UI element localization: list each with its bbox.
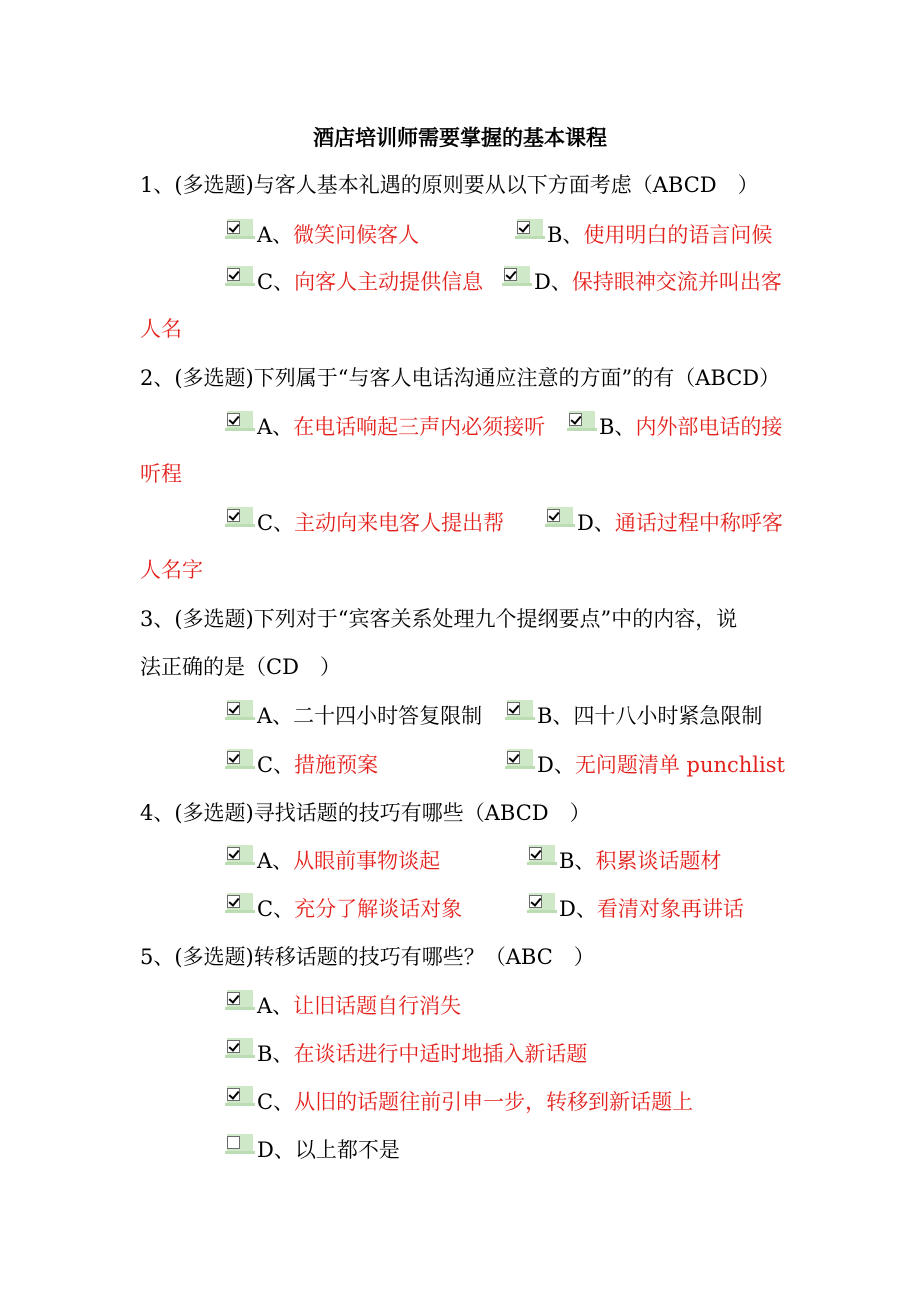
q4-option-b[interactable]: B、 积累谈话题材: [527, 848, 721, 874]
checkbox-icon[interactable]: [225, 411, 255, 431]
checkbox-icon[interactable]: [567, 411, 597, 431]
q4-option-a[interactable]: A、 从眼前事物谈起: [225, 848, 440, 874]
question-3-continued: 法正确的是（CD ）: [140, 655, 341, 679]
q2-option-d[interactable]: D、 通话过程中称呼客: [545, 510, 783, 536]
question-4: 4、(多选题)寻找话题的技巧有哪些（ABCD ）: [140, 801, 591, 825]
checkbox-icon[interactable]: [505, 700, 535, 720]
checkbox-icon[interactable]: [225, 1038, 255, 1058]
q5-option-a[interactable]: A、 让旧话题自行消失: [225, 993, 461, 1019]
q4-option-d[interactable]: D、 看清对象再讲话: [527, 896, 744, 922]
q1-option-c[interactable]: C、 向客人主动提供信息: [225, 269, 483, 295]
q2-option-c[interactable]: C、 主动向来电客人提出帮: [225, 510, 504, 536]
checkbox-icon[interactable]: [502, 266, 532, 286]
q4-option-c[interactable]: C、 充分了解谈话对象: [225, 896, 462, 922]
q2-option-b-continued: 听程: [140, 462, 182, 486]
question-2: 2、(多选题)下列属于“与客人电话沟通应注意的方面”的有（ABCD）: [140, 366, 781, 390]
q1-option-a[interactable]: A、 微笑问候客人: [225, 222, 419, 248]
q3-option-d[interactable]: D、 无问题清单 punchlist: [505, 752, 785, 778]
checkbox-icon[interactable]: [225, 507, 255, 527]
checkbox-icon[interactable]: [225, 266, 255, 286]
question-5: 5、(多选题)转移话题的技巧有哪些？（ABC ）: [140, 945, 595, 969]
checkbox-icon[interactable]: [225, 845, 255, 865]
checkbox-icon[interactable]: [225, 893, 255, 913]
checkbox-icon[interactable]: [527, 845, 557, 865]
checkbox-icon[interactable]: [225, 749, 255, 769]
checkbox-icon[interactable]: [225, 219, 255, 239]
checkbox-icon[interactable]: [225, 700, 255, 720]
q1-option-d-continued: 人名: [140, 317, 182, 341]
document-title: 酒店培训师需要掌握的基本课程: [313, 125, 607, 150]
checkbox-icon[interactable]: [515, 219, 545, 239]
checkbox-unchecked-icon[interactable]: [225, 1134, 255, 1154]
question-3: 3、(多选题)下列对于“宾客关系处理九个提纲要点”中的内容，说: [140, 607, 738, 631]
question-1: 1、(多选题)与客人基本礼遇的原则要从以下方面考虑（ABCD ）: [140, 173, 759, 197]
q1-option-d[interactable]: D、 保持眼神交流并叫出客: [502, 269, 782, 295]
checkbox-icon[interactable]: [527, 893, 557, 913]
q5-option-b[interactable]: B、 在谈话进行中适时地插入新话题: [225, 1041, 587, 1067]
q2-option-d-continued: 人名字: [140, 558, 203, 582]
q3-option-c[interactable]: C、 措施预案: [225, 752, 378, 778]
q2-option-b[interactable]: B、 内外部电话的接: [567, 414, 782, 440]
q1-option-b[interactable]: B、 使用明白的语言问候: [515, 222, 772, 248]
checkbox-icon[interactable]: [225, 990, 255, 1010]
q3-option-a[interactable]: A、 二十四小时答复限制: [225, 703, 482, 729]
q3-option-b[interactable]: B、 四十八小时紧急限制: [505, 703, 762, 729]
checkbox-icon[interactable]: [505, 749, 535, 769]
q5-option-c[interactable]: C、 从旧的话题往前引申一步，转移到新话题上: [225, 1089, 693, 1115]
q5-option-d[interactable]: D、 以上都不是: [225, 1137, 400, 1163]
q2-option-a[interactable]: A、 在电话响起三声内必须接听: [225, 414, 545, 440]
checkbox-icon[interactable]: [545, 507, 575, 527]
checkbox-icon[interactable]: [225, 1086, 255, 1106]
